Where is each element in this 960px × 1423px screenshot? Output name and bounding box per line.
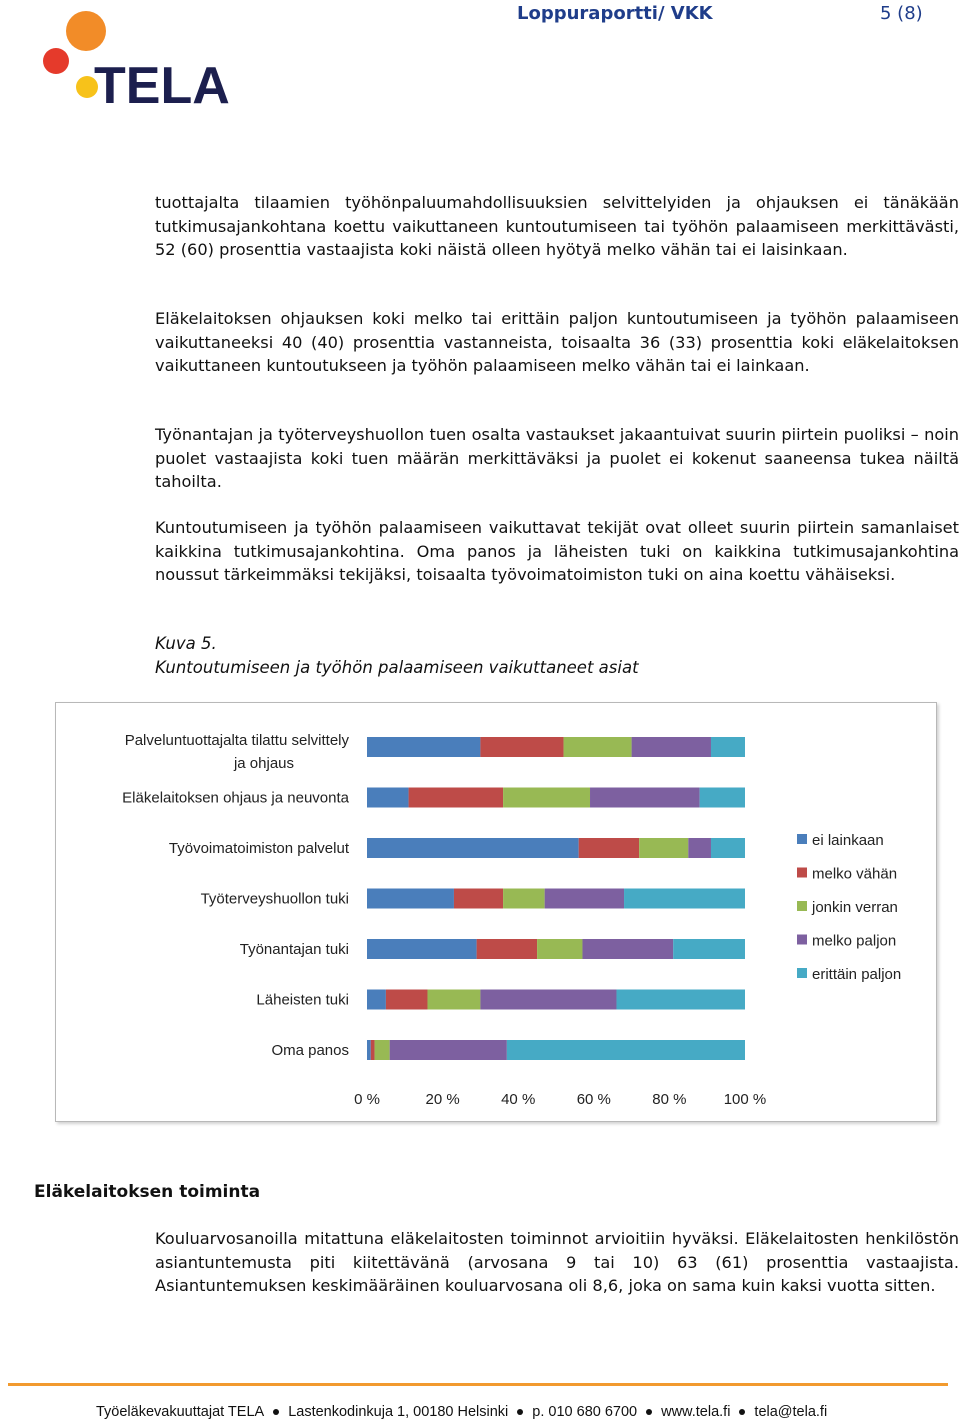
bar-segment — [579, 838, 639, 858]
logo-text: TELA — [94, 57, 230, 108]
legend-swatch — [797, 868, 807, 878]
bar-segment — [688, 838, 711, 858]
legend-label: ei lainkaan — [812, 832, 884, 849]
footer-website[interactable]: www.tela.fi — [661, 1404, 731, 1420]
tela-logo — [40, 8, 230, 112]
section-heading: Eläkelaitoksen toiminta — [34, 1182, 261, 1202]
bar-segment — [564, 737, 632, 757]
bar-segment — [480, 990, 616, 1010]
bar-segment — [367, 1040, 371, 1060]
bar-segment — [711, 838, 745, 858]
bar-segment — [503, 788, 590, 808]
bar-segment — [590, 788, 700, 808]
legend-label: melko paljon — [812, 932, 897, 950]
bar-segment — [367, 990, 386, 1010]
bar-segment — [507, 1040, 745, 1060]
chart-svg — [56, 703, 936, 1121]
legend-swatch — [797, 901, 807, 911]
x-tick-label: 60 % — [576, 1091, 611, 1108]
footer-company: Työeläkevakuuttajat TELA — [96, 1404, 265, 1420]
bullet-icon — [646, 1409, 652, 1415]
bar-segment — [367, 838, 579, 858]
x-tick-label: 40 % — [501, 1091, 536, 1108]
paragraph-4: Kuntoutumiseen ja työhön palaamiseen vaikuttavat tekijät ovat olleet suurin piirtein samanlaiset kaikkina tutkimusajankohtina. Oma panos ja läheisten tuki on kaikkina tutkimusajankohtina noussut tärkeimmäksi tekijäksi, toisaalta työvoimatoimiston tuki on aina koettu vähäiseksi. — [155, 518, 959, 584]
legend-swatch — [797, 834, 807, 844]
paragraph-3: Työnantajan ja työterveyshuollon tuen osalta vastaukset jakaantuivat suurin piirtein puoliksi – noin puolet vastaajista koki tuen määrän merkittäväksi ja puolet ei kokenut saaneensa tukea näiltä tahoilta. — [155, 425, 959, 491]
paragraph-2: Eläkelaitoksen ohjauksen koki melko tai erittäin paljon kuntoutumiseen ja työhön palaamiseen vaikuttaneeksi 40 (40) prosenttia vastanneista, toisaalta 36 (33) prosenttia koki eläkelaitoksen vaikuttaneen kuntoutukseen ja työhön palaamiseen melko vähän tai ei lainkaan. — [155, 309, 959, 375]
category-label: Läheisten tuki — [256, 991, 349, 1009]
bar-segment — [371, 1040, 375, 1060]
bar-segment — [673, 939, 745, 959]
bar-segment — [367, 939, 477, 959]
legend-swatch — [797, 968, 807, 978]
legend-swatch — [797, 935, 807, 945]
bullet-icon — [739, 1409, 745, 1415]
footer-phone: p. 010 680 6700 — [532, 1404, 638, 1420]
bullet-icon — [273, 1409, 279, 1415]
bar-segment — [427, 990, 480, 1010]
bar-segment — [367, 788, 409, 808]
page-number: 5 (8) — [880, 3, 923, 24]
bar-segment — [375, 1040, 390, 1060]
bar-segment — [390, 1040, 507, 1060]
bar-segment — [477, 939, 537, 959]
bar-segment — [454, 889, 503, 909]
bar-segment — [624, 889, 745, 909]
bar-segment — [582, 939, 673, 959]
bar-segment — [545, 889, 624, 909]
footer-divider — [8, 1383, 948, 1386]
legend-label: erittäin paljon — [812, 966, 902, 983]
figure-caption: Kuntoutumiseen ja työhön palaamiseen vaikuttaneet asiat — [155, 658, 639, 677]
footer-address: Lastenkodinkuja 1, 00180 Helsinki — [288, 1404, 509, 1420]
logo-orange-circle — [66, 11, 106, 51]
bar-segment — [503, 889, 545, 909]
x-tick-label: 100 % — [723, 1091, 767, 1108]
bar-segment — [480, 737, 563, 757]
bar-segment — [367, 889, 454, 909]
category-label: Oma panos — [271, 1042, 349, 1059]
bullet-icon — [517, 1409, 523, 1415]
bar-segment — [386, 990, 428, 1010]
section-paragraph: Kouluarvosanoilla mitattuna eläkelaitosten toiminnot arvioitiin hyväksi. Eläkelaitosten henkilöstön asiantuntemusta piti kiitettävänä (arvosana 9 tai 10) 63 (61) prosenttia vastaajista. Asiantuntemuksen keskimääräinen kouluarvosana oli 8,6, joka on sama kuin kaksi vuotta sitten. — [155, 1229, 959, 1295]
legend-label: melko vähän — [812, 865, 898, 883]
bar-segment — [711, 737, 745, 757]
bar-segment — [367, 737, 480, 757]
legend-label: jonkin verran — [812, 899, 898, 916]
category-label: Työnantajan tuki — [239, 941, 349, 958]
logo-red-circle — [43, 48, 69, 74]
report-title: Loppuraportti/ VKK — [517, 3, 713, 24]
category-label: Työterveyshuollon tuki — [200, 890, 349, 908]
category-label: Palveluntuottajalta tilattu selvittely ja ohjaus — [124, 732, 349, 772]
figure-label: Kuva 5. — [155, 634, 217, 653]
category-label: Työvoimatoimiston palvelut — [168, 840, 349, 857]
bar-segment — [409, 788, 504, 808]
footer — [96, 1404, 827, 1420]
bar-segment — [537, 939, 582, 959]
x-tick-label: 20 % — [425, 1091, 460, 1108]
paragraph-1: tuottajalta tilaamien työhönpaluumahdollisuuksien selvittelyiden ja ohjauksen ei tänäkään tutkimusajankohtana koettu vaikuttaneen kuntoutumiseen tai työhön palaamiseen merkittävästi, 52 (60) prosenttia vastaajista koki näistä olleen hyötyä melko vähän tai ei laisinkaan. — [155, 193, 959, 259]
bar-segment — [639, 838, 688, 858]
bar-segment — [632, 737, 711, 757]
x-tick-label: 0 % — [354, 1091, 380, 1108]
x-tick-label: 80 % — [652, 1091, 687, 1108]
stacked-bar-chart — [55, 702, 937, 1122]
footer-email[interactable]: tela@tela.fi — [754, 1404, 828, 1420]
bar-segment — [616, 990, 745, 1010]
category-label: Eläkelaitoksen ohjaus ja neuvonta — [122, 789, 349, 807]
bar-segment — [700, 788, 745, 808]
